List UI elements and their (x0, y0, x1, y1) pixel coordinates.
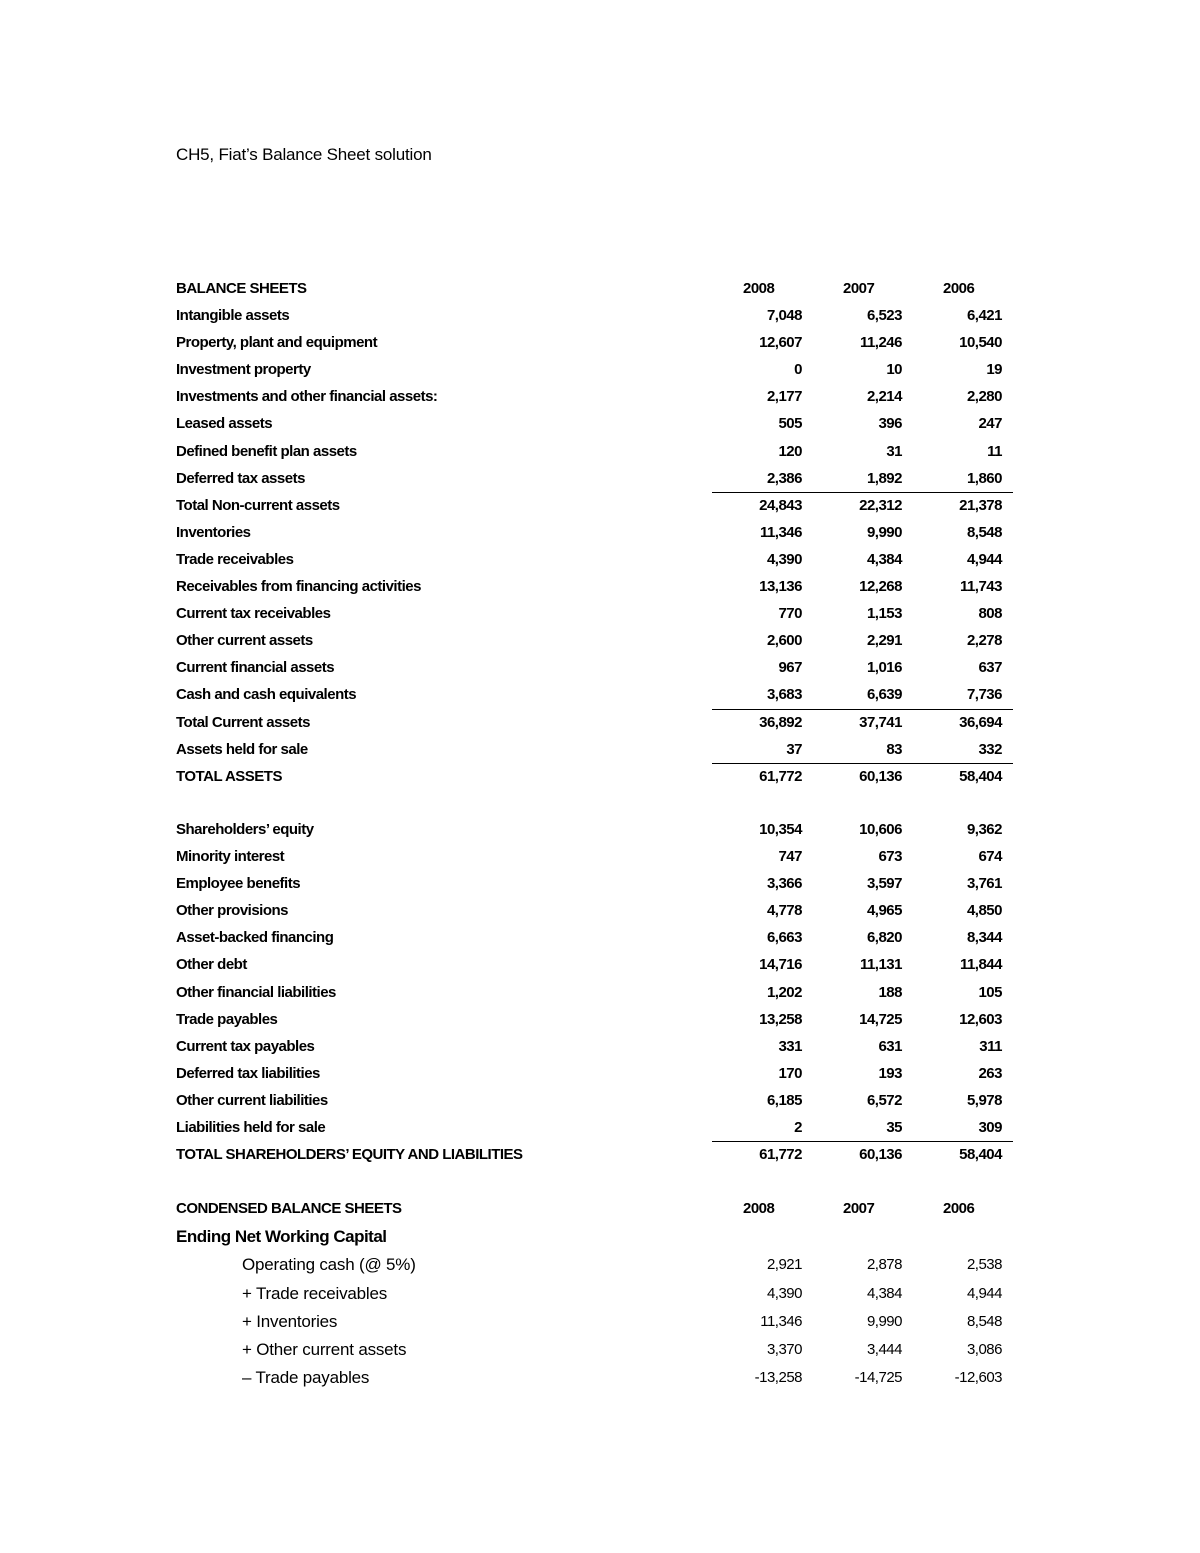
table-row (176, 654, 1013, 681)
row-label: Other current liabilities (176, 1091, 328, 1109)
row-label: TOTAL SHAREHOLDERS’ EQUITY AND LIABILITIES (176, 1146, 523, 1164)
cell-value: 673 (878, 848, 902, 866)
row-label: + Trade receivables (242, 1283, 388, 1303)
cell-value: 61,772 (759, 767, 802, 785)
table-row (176, 546, 1013, 573)
cell-value: 2,878 (866, 1256, 902, 1274)
table-row (176, 1336, 1013, 1364)
cell-value: 747 (778, 848, 802, 866)
cell-value: 105 (978, 983, 1002, 1001)
cell-value: 188 (878, 983, 902, 1001)
cell-value: 60,136 (859, 767, 902, 785)
cell-value: 60,136 (859, 1146, 902, 1164)
subheading-label: Ending Net Working Capital (176, 1227, 387, 1247)
condensed-balance-sheet (176, 1195, 1013, 1392)
cell-value: 6,820 (866, 929, 902, 947)
cell-value: 6,663 (766, 929, 802, 947)
table-row (176, 1251, 1013, 1279)
table-row (176, 924, 1013, 951)
table-row (176, 302, 1013, 329)
row-label: Deferred tax liabilities (176, 1064, 320, 1082)
cell-value: 1,892 (866, 469, 902, 487)
table-row (176, 1006, 1013, 1033)
cell-value: 13,258 (759, 1010, 802, 1028)
cell-value: 3,761 (966, 875, 1002, 893)
cell-value: 11,346 (759, 523, 802, 541)
cell-value: 1,860 (966, 469, 1002, 487)
cell-value: 61,772 (759, 1146, 802, 1164)
balance-sheet-liabilities (176, 816, 1013, 1168)
cell-value: 9,990 (866, 1312, 902, 1330)
cell-value: 4,384 (866, 1284, 902, 1302)
table-row (176, 1114, 1013, 1141)
table-row (176, 843, 1013, 870)
cell-value: 2,386 (766, 469, 802, 487)
cell-value: 120 (778, 442, 802, 460)
cell-value: 6,523 (866, 307, 902, 325)
cell-value: 1,016 (866, 659, 902, 677)
row-label: Current tax payables (176, 1037, 315, 1055)
cell-value: 22,312 (859, 496, 902, 514)
cell-value: 2,921 (766, 1256, 802, 1274)
row-label: Investments and other financial assets: (176, 388, 438, 406)
row-label: Current financial assets (176, 659, 335, 677)
cell-value: 58,404 (959, 1146, 1002, 1164)
cell-value: 808 (978, 605, 1002, 623)
cell-value: 4,390 (766, 1284, 802, 1302)
table-row (176, 492, 1013, 519)
cell-value: 1,202 (766, 983, 802, 1001)
cell-value: 21,378 (959, 496, 1002, 514)
table-row (176, 709, 1013, 736)
cell-value: 4,390 (766, 550, 802, 568)
row-label: + Inventories (242, 1311, 338, 1331)
cell-value: 4,965 (866, 902, 902, 920)
table-row (176, 951, 1013, 978)
cell-value: 36,694 (959, 713, 1002, 731)
table-row (176, 627, 1013, 654)
cell-value: 35 (886, 1119, 902, 1137)
table-row (176, 897, 1013, 924)
cell-value: 505 (778, 415, 802, 433)
cell-value: 10,354 (759, 821, 802, 838)
table-heading: CONDENSED BALANCE SHEETS (176, 1200, 402, 1217)
row-label: Intangible assets (176, 307, 290, 325)
row-label: Operating cash (@ 5%) (242, 1255, 416, 1275)
table-row (176, 1364, 1013, 1392)
year-header: 2006 (943, 280, 975, 297)
cell-value: -13,258 (754, 1369, 802, 1387)
row-label: Current tax receivables (176, 605, 331, 623)
table-row (176, 1308, 1013, 1336)
cell-value: 6,421 (966, 307, 1002, 325)
cell-value: 8,548 (966, 1312, 1002, 1330)
cell-value: 2,214 (866, 388, 902, 406)
year-header: 2007 (843, 280, 875, 297)
cell-value: 12,607 (759, 334, 802, 352)
table-row (176, 329, 1013, 356)
cell-value: 9,362 (966, 821, 1002, 838)
row-label: Other current assets (176, 632, 313, 650)
cell-value: 2 (794, 1119, 802, 1137)
row-label: Cash and cash equivalents (176, 686, 357, 704)
cell-value: 13,136 (759, 578, 802, 596)
cell-value: 4,778 (766, 902, 802, 920)
balance-sheet-assets (176, 275, 1013, 790)
table-row (176, 519, 1013, 546)
cell-value: 4,944 (966, 550, 1002, 568)
cell-value: 19 (986, 361, 1002, 379)
row-label: Minority interest (176, 848, 285, 866)
row-label: Other debt (176, 956, 247, 974)
cell-value: 0 (794, 361, 802, 379)
row-label: Total Current assets (176, 713, 310, 731)
cell-value: 331 (778, 1037, 802, 1055)
year-header: 2008 (743, 280, 775, 297)
table-row (176, 681, 1013, 708)
cell-value: 83 (886, 740, 902, 758)
row-label: Other provisions (176, 902, 289, 920)
table-row (176, 383, 1013, 410)
table-row (176, 438, 1013, 465)
year-header: 2006 (943, 1200, 975, 1217)
table-row (176, 1087, 1013, 1114)
cell-value: 7,048 (766, 307, 802, 325)
row-label: Property, plant and equipment (176, 334, 378, 352)
cell-value: 24,843 (759, 496, 802, 514)
cell-value: 10 (886, 361, 902, 379)
table-row (176, 573, 1013, 600)
year-header: 2007 (843, 1200, 875, 1217)
row-label: Leased assets (176, 415, 273, 433)
row-label: Deferred tax assets (176, 469, 305, 487)
row-label: Employee benefits (176, 875, 301, 893)
document-title: CH5, Fiat’s Balance Sheet solution (176, 145, 432, 164)
subheading (176, 1223, 1013, 1251)
table-row (176, 1060, 1013, 1087)
cell-value: 2,280 (966, 388, 1002, 406)
row-label: Total Non-current assets (176, 496, 340, 514)
cell-value: 10,540 (959, 334, 1002, 352)
cell-value: 12,603 (959, 1010, 1002, 1028)
cell-value: 8,344 (966, 929, 1002, 947)
cell-value: 8,548 (966, 523, 1002, 541)
cell-value: 263 (978, 1064, 1002, 1082)
cell-value: 37 (786, 740, 802, 758)
cell-value: 2,177 (766, 388, 802, 406)
cell-value: 14,716 (759, 956, 802, 974)
cell-value: 6,185 (766, 1091, 802, 1109)
cell-value: 5,978 (966, 1091, 1002, 1109)
condensed-header (176, 1195, 1013, 1223)
row-label: Trade receivables (176, 550, 294, 568)
cell-value: 770 (778, 605, 802, 623)
cell-value: 11,743 (959, 578, 1002, 596)
cell-value: 3,086 (966, 1340, 1002, 1358)
cell-value: 6,639 (866, 686, 902, 704)
cell-value: 11 (987, 442, 1002, 460)
row-label: Investment property (176, 361, 311, 379)
row-label: Receivables from financing activities (176, 578, 421, 596)
cell-value: 4,850 (966, 902, 1002, 920)
cell-value: 311 (979, 1037, 1002, 1055)
cell-value: 3,444 (866, 1340, 902, 1358)
cell-value: 637 (978, 659, 1002, 677)
table-row (176, 1033, 1013, 1060)
cell-value: 12,268 (859, 578, 902, 596)
cell-value: 170 (778, 1064, 802, 1082)
cell-value: 332 (978, 740, 1002, 758)
table-row (176, 410, 1013, 437)
cell-value: -12,603 (954, 1369, 1002, 1387)
cell-value: 2,278 (966, 632, 1002, 650)
table-row (176, 736, 1013, 763)
cell-value: 2,600 (766, 632, 802, 650)
cell-value: 193 (878, 1064, 902, 1082)
cell-value: 247 (978, 415, 1002, 433)
row-label: Assets held for sale (176, 740, 308, 758)
cell-value: 11,131 (859, 956, 902, 974)
cell-value: 6,572 (866, 1091, 902, 1109)
cell-value: 2,538 (966, 1256, 1002, 1274)
cell-value: 10,606 (859, 821, 902, 838)
table-row (176, 356, 1013, 383)
cell-value: -14,725 (854, 1369, 902, 1387)
row-label: Liabilities held for sale (176, 1119, 326, 1137)
row-label: Other financial liabilities (176, 983, 336, 1001)
cell-value: 58,404 (959, 767, 1002, 785)
table-row (176, 816, 1013, 843)
cell-value: 967 (778, 659, 802, 677)
cell-value: 3,683 (766, 686, 802, 704)
table-row (176, 600, 1013, 627)
cell-value: 31 (886, 442, 902, 460)
row-label: – Trade payables (242, 1368, 370, 1388)
table-heading: BALANCE SHEETS (176, 280, 307, 297)
balance-sheet-header (176, 275, 1013, 302)
cell-value: 9,990 (866, 523, 902, 541)
cell-value: 37,741 (859, 713, 902, 731)
row-label: TOTAL ASSETS (176, 767, 282, 785)
year-header: 2008 (743, 1200, 775, 1217)
cell-value: 4,384 (866, 550, 902, 568)
cell-value: 3,366 (766, 875, 802, 893)
cell-value: 2,291 (866, 632, 902, 650)
row-label: Shareholders’ equity (176, 821, 314, 838)
cell-value: 4,944 (966, 1284, 1002, 1302)
cell-value: 3,597 (866, 875, 902, 893)
cell-value: 3,370 (766, 1340, 802, 1358)
cell-value: 14,725 (859, 1010, 902, 1028)
row-label: Inventories (176, 523, 251, 541)
table-row (176, 979, 1013, 1006)
cell-value: 36,892 (759, 713, 802, 731)
cell-value: 11,246 (859, 334, 902, 352)
cell-value: 11,346 (760, 1312, 802, 1330)
table-row (176, 1141, 1013, 1168)
row-label: Defined benefit plan assets (176, 442, 357, 460)
table-row (176, 465, 1013, 492)
cell-value: 1,153 (866, 605, 902, 623)
table-row (176, 763, 1013, 790)
row-label: Asset-backed financing (176, 929, 334, 947)
cell-value: 11,844 (959, 956, 1002, 974)
cell-value: 7,736 (966, 686, 1002, 704)
row-label: + Other current assets (242, 1339, 407, 1359)
cell-value: 674 (978, 848, 1002, 866)
row-label: Trade payables (176, 1010, 278, 1028)
cell-value: 309 (978, 1119, 1002, 1137)
table-row (176, 870, 1013, 897)
table-row (176, 1280, 1013, 1308)
cell-value: 631 (878, 1037, 902, 1055)
cell-value: 396 (878, 415, 902, 433)
